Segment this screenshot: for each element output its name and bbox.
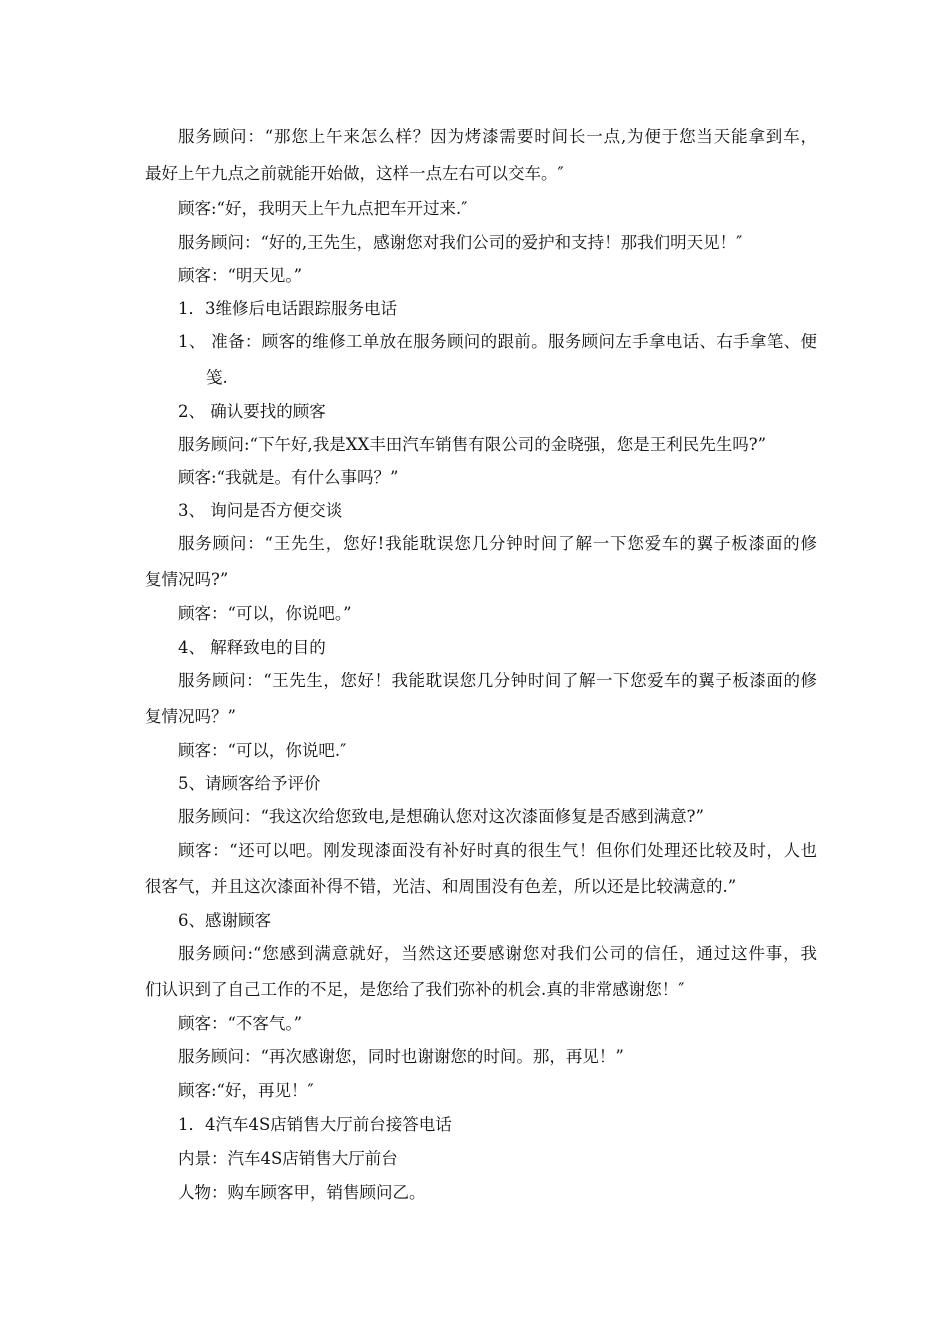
text-line: 顾客:“好，我明天上午九点把车开过来.″	[178, 199, 468, 218]
text-line: 服务顾问：“那您上午来怎么样？因为烤漆需要时间长一点,为便于您当天能拿到车，	[178, 127, 817, 146]
list-item: 6、感谢顾客	[178, 911, 271, 930]
text-line: 顾客：“不客气。”	[178, 1014, 303, 1033]
text-line: 顾客:“好，再见！″	[178, 1081, 314, 1100]
text-line: 服务顾问：“王先生，您好！我能耽误您几分钟时间了解一下您爱车的翼子板漆面的修	[178, 671, 817, 690]
text-line: 很客气，并且这次漆面补得不错，光洁、和周围没有色差，所以还是比较满意的.”	[145, 877, 737, 896]
section-heading: 1．3维修后电话跟踪服务电话	[178, 299, 397, 318]
text-line: 们认识到了自己工作的不足，是您给了我们弥补的机会.真的非常感谢您！″	[145, 980, 685, 999]
text-line: 服务顾问:“您感到满意就好，当然这还要感谢您对我们公司的信任，通过这件事，我	[178, 944, 817, 963]
list-item: 2、 确认要找的顾客	[178, 402, 326, 421]
text-line: 顾客：“可以，你说吧.″	[178, 741, 347, 760]
text-line: 笺.	[206, 368, 228, 387]
text-line: 服务顾问：“王先生，您好!我能耽误您几分钟时间了解一下您爱车的翼子板漆面的修	[178, 534, 817, 553]
list-item: 4、 解释致电的目的	[178, 638, 326, 657]
text-line: 服务顾问：“再次感谢您，同时也谢谢您的时间。那，再见！”	[178, 1047, 624, 1066]
list-item: 5、请顾客给予评价	[178, 774, 321, 793]
text-line: 顾客:“我就是。有什么事吗？”	[178, 468, 399, 487]
text-line: 人物：购车顾客甲，销售顾问乙。	[178, 1183, 426, 1202]
text-line: 顾客：“可以，你说吧。”	[178, 604, 352, 623]
text-line: 服务顾问:“下午好,我是XX丰田汽车销售有限公司的金晓强，您是王利民先生吗?”	[178, 435, 767, 454]
text-line: 服务顾问：“好的,王先生，感谢您对我们公司的爱护和支持！那我们明天见！″	[178, 233, 743, 252]
section-heading: 1．4汽车4S店销售大厅前台接答电话	[178, 1115, 452, 1134]
list-item: 1、 准备：顾客的维修工单放在服务顾问的跟前。服务顾问左手拿电话、右手拿笔、便	[178, 332, 817, 351]
text-line: 最好上午九点之前就能开始做，这样一点左右可以交车。″	[145, 164, 564, 183]
text-line: 服务顾问：“我这次给您致电,是想确认您对这次漆面修复是否感到满意?”	[178, 807, 704, 826]
text-line: 复情况吗?”	[145, 570, 229, 589]
text-line: 内景：汽车4S店销售大厅前台	[178, 1149, 398, 1168]
text-line: 顾客：“还可以吧。刚发现漆面没有补好时真的很生气！但你们处理还比较及时，人也	[178, 841, 817, 860]
text-line: 复情况吗？”	[145, 707, 236, 726]
text-line: 顾客：“明天见。”	[178, 266, 303, 285]
list-item: 3、 询问是否方便交谈	[178, 501, 343, 520]
